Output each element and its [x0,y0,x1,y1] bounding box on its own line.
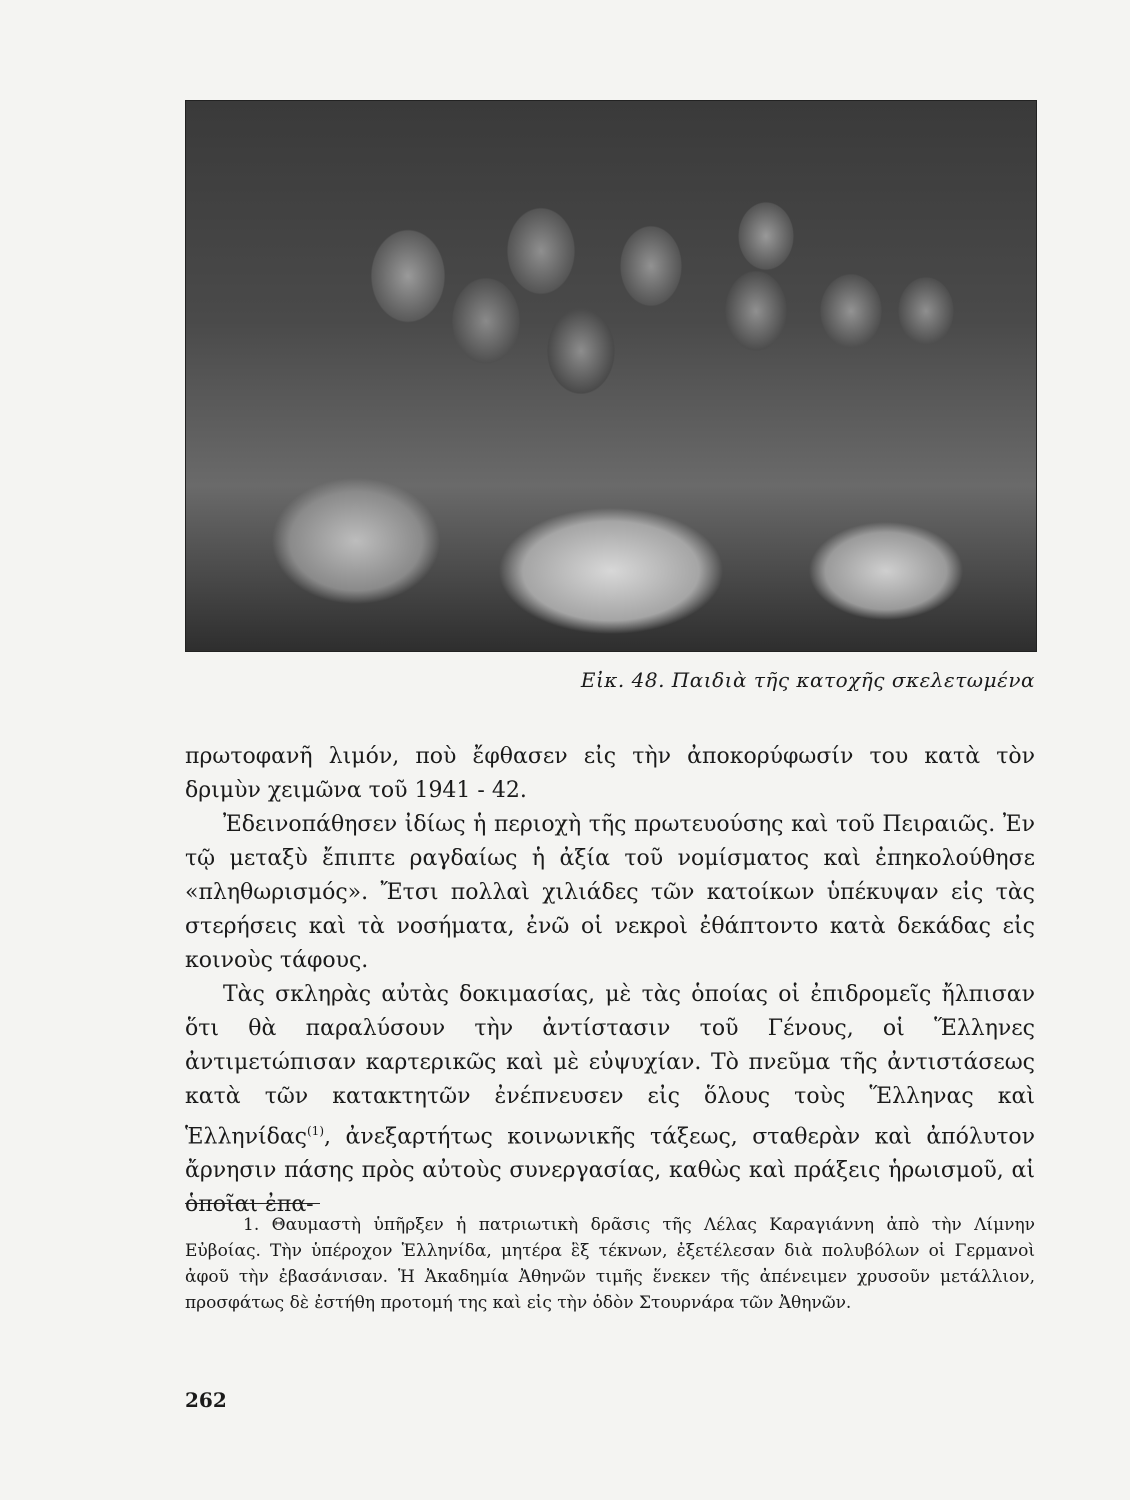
body-text [185,740,1035,1222]
paragraph: πρωτοφανῆ λιμόν, ποὺ ἔφθασεν εἰς τὴν ἀποκορύφωσίν του κατὰ τὸν δριμὺν χειμῶνα τοῦ 1941 - 42. [185,744,1035,803]
paragraph-part: Τὰς σκληρὰς αὐτὰς δοκιμασίας, μὲ τὰς ὁποίας οἱ ἐπιδρομεῖς ἤλπισαν ὅτι θὰ παραλύσουν τὴν ἀντίστασιν τοῦ Γένους, οἱ Ἕλληνες ἀντιμετώπισαν καρτερικῶς καὶ μὲ εὐψυχίαν. Τὸ πνεῦμα τῆς ἀντιστάσεως κατὰ τῶν κατακτητῶν ἐνέπνευσεν εἰς ὅλους τοὺς Ἕλληνας καὶ Ἑλληνίδας [185,982,1035,1150]
figure-caption: Εἰκ. 48. Παιδιὰ τῆς κατοχῆς σκελετωμένα [580,668,1035,692]
paragraph: Ἐδεινοπάθησεν ἰδίως ἡ περιοχὴ τῆς πρωτευούσης καὶ τοῦ Πειραιῶς. Ἐν τῷ μεταξὺ ἔπιπτε ραγδαίως ἡ ἀξία τοῦ νομίσματος καὶ ἐπηκολούθησε «πληθωρισμός». Ἔτσι πολλαὶ χιλιάδες τῶν κατοίκων ὑπέκυψαν εἰς τὰς στερήσεις καὶ τὰ νοσήματα, ἐνῶ οἱ νεκροὶ ἐθάπτοντο κατὰ δεκάδας εἰς κοινοὺς τάφους. [185,812,1035,973]
paragraph-part: , ἀνεξαρτήτως κοινωνικῆς τάξεως, σταθερὰν καὶ ἀπόλυτον ἄρνησιν πάσης πρὸς αὐτοὺς συνεργασίας, καθὼς καὶ πράξεις ἡρωισμοῦ, αἱ ὁποῖαι ἐπα- [185,1124,1035,1218]
figure-photo [185,100,1037,652]
page-number: 262 [185,1388,227,1412]
footnote-reference: (1) [307,1124,324,1138]
footnote-text: 1. Θαυμαστὴ ὑπῆρξεν ἡ πατριωτικὴ δρᾶσις τῆς Λέλας Καραγιάννη ἀπὸ τὴν Λίμνην Εὐβοίας. Τὴν ὑπέροχον Ἑλληνίδα, μητέρα ἓξ τέκνων, ἐξετέλεσαν διὰ πολυβόλων οἱ Γερμανοὶ ἀφοῦ τὴν ἐβασάνισαν. Ἡ Ἀκαδημία Ἀθηνῶν τιμῆς ἕνεκεν τῆς ἀπένειμεν χρυσοῦν μετάλλιον, προσφάτως δὲ ἐστήθη προτομή της καὶ εἰς τὴν ὁδὸν Στουρνάρα τῶν Ἀθηνῶν. [185,1215,1035,1313]
footnote [185,1212,1035,1316]
footnote-divider [185,1203,320,1204]
paragraph [185,978,1035,1222]
